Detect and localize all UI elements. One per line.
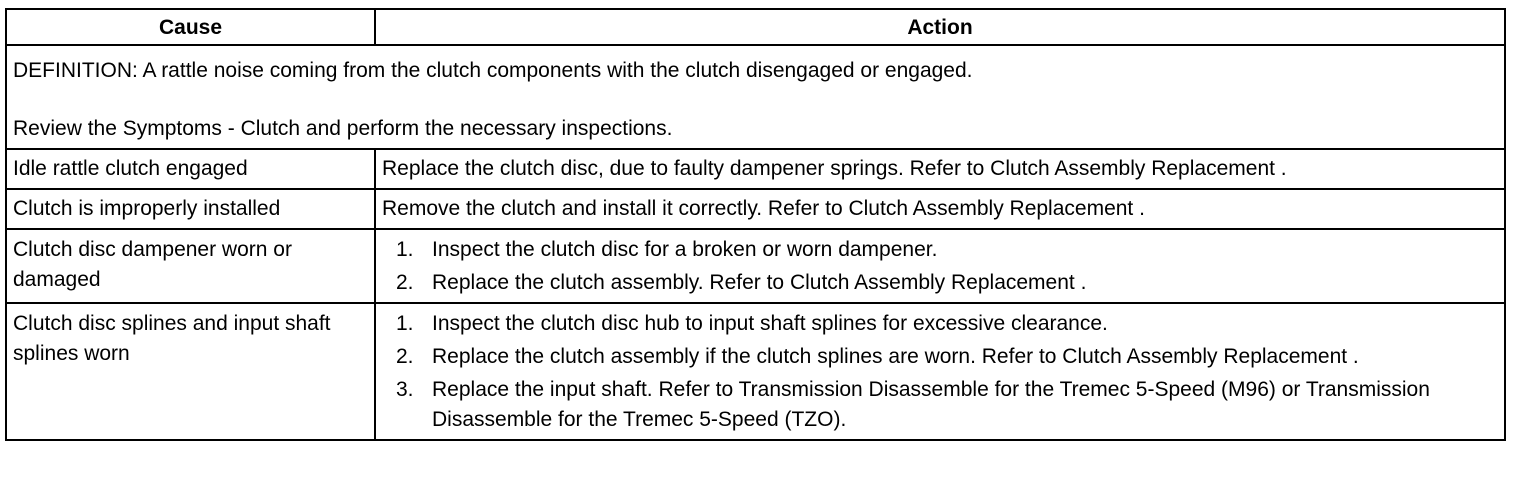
table-row — [6, 189, 1505, 229]
step-number: 3. — [396, 378, 414, 401]
action-step — [382, 235, 1498, 265]
cause-cell: Clutch disc splines and input shaft splines worn — [6, 303, 375, 440]
cause-cell: Clutch is improperly installed — [6, 189, 375, 229]
cause-cell: Clutch disc dampener worn or damaged — [6, 229, 375, 303]
cause-header: Cause — [6, 9, 375, 45]
step-text: Replace the clutch assembly. Refer to Clutch Assembly Replacement . — [432, 271, 1087, 294]
step-text: Replace the input shaft. Refer to Transmission Disassemble for the Tremec 5-Speed (M96) or Transmission Disassemble for the Tremec 5-Speed (TZO). — [432, 378, 1430, 431]
action-cell — [375, 303, 1505, 440]
definition-cell — [6, 45, 1505, 149]
cause-cell: Idle rattle clutch engaged — [6, 149, 375, 189]
step-number: 1. — [396, 238, 414, 261]
header-row — [6, 9, 1505, 45]
table-row — [6, 229, 1505, 303]
definition-row — [6, 45, 1505, 149]
step-number: 1. — [396, 312, 414, 335]
review-text: Review the Symptoms - Clutch and perform the necessary inspections. — [13, 117, 673, 140]
action-step — [382, 268, 1498, 298]
table-row — [6, 149, 1505, 189]
diagnostic-table — [5, 8, 1506, 441]
action-cell: Replace the clutch disc, due to faulty dampener springs. Refer to Clutch Assembly Replacement . — [375, 149, 1505, 189]
step-text: Inspect the clutch disc hub to input shaft splines for excessive clearance. — [432, 312, 1108, 335]
table-row — [6, 303, 1505, 440]
action-steps — [382, 235, 1498, 298]
action-step — [382, 309, 1498, 339]
action-step — [382, 375, 1498, 435]
action-header: Action — [375, 9, 1505, 45]
action-step — [382, 342, 1498, 372]
step-text: Inspect the clutch disc for a broken or worn dampener. — [432, 238, 938, 261]
step-number: 2. — [396, 345, 414, 368]
action-steps — [382, 309, 1498, 435]
step-number: 2. — [396, 271, 414, 294]
definition-text: DEFINITION: A rattle noise coming from the clutch components with the clutch disengaged or engaged. — [13, 59, 973, 82]
action-cell — [375, 229, 1505, 303]
step-text: Replace the clutch assembly if the clutch splines are worn. Refer to Clutch Assembly Replacement . — [432, 345, 1359, 368]
action-cell: Remove the clutch and install it correctly. Refer to Clutch Assembly Replacement . — [375, 189, 1505, 229]
